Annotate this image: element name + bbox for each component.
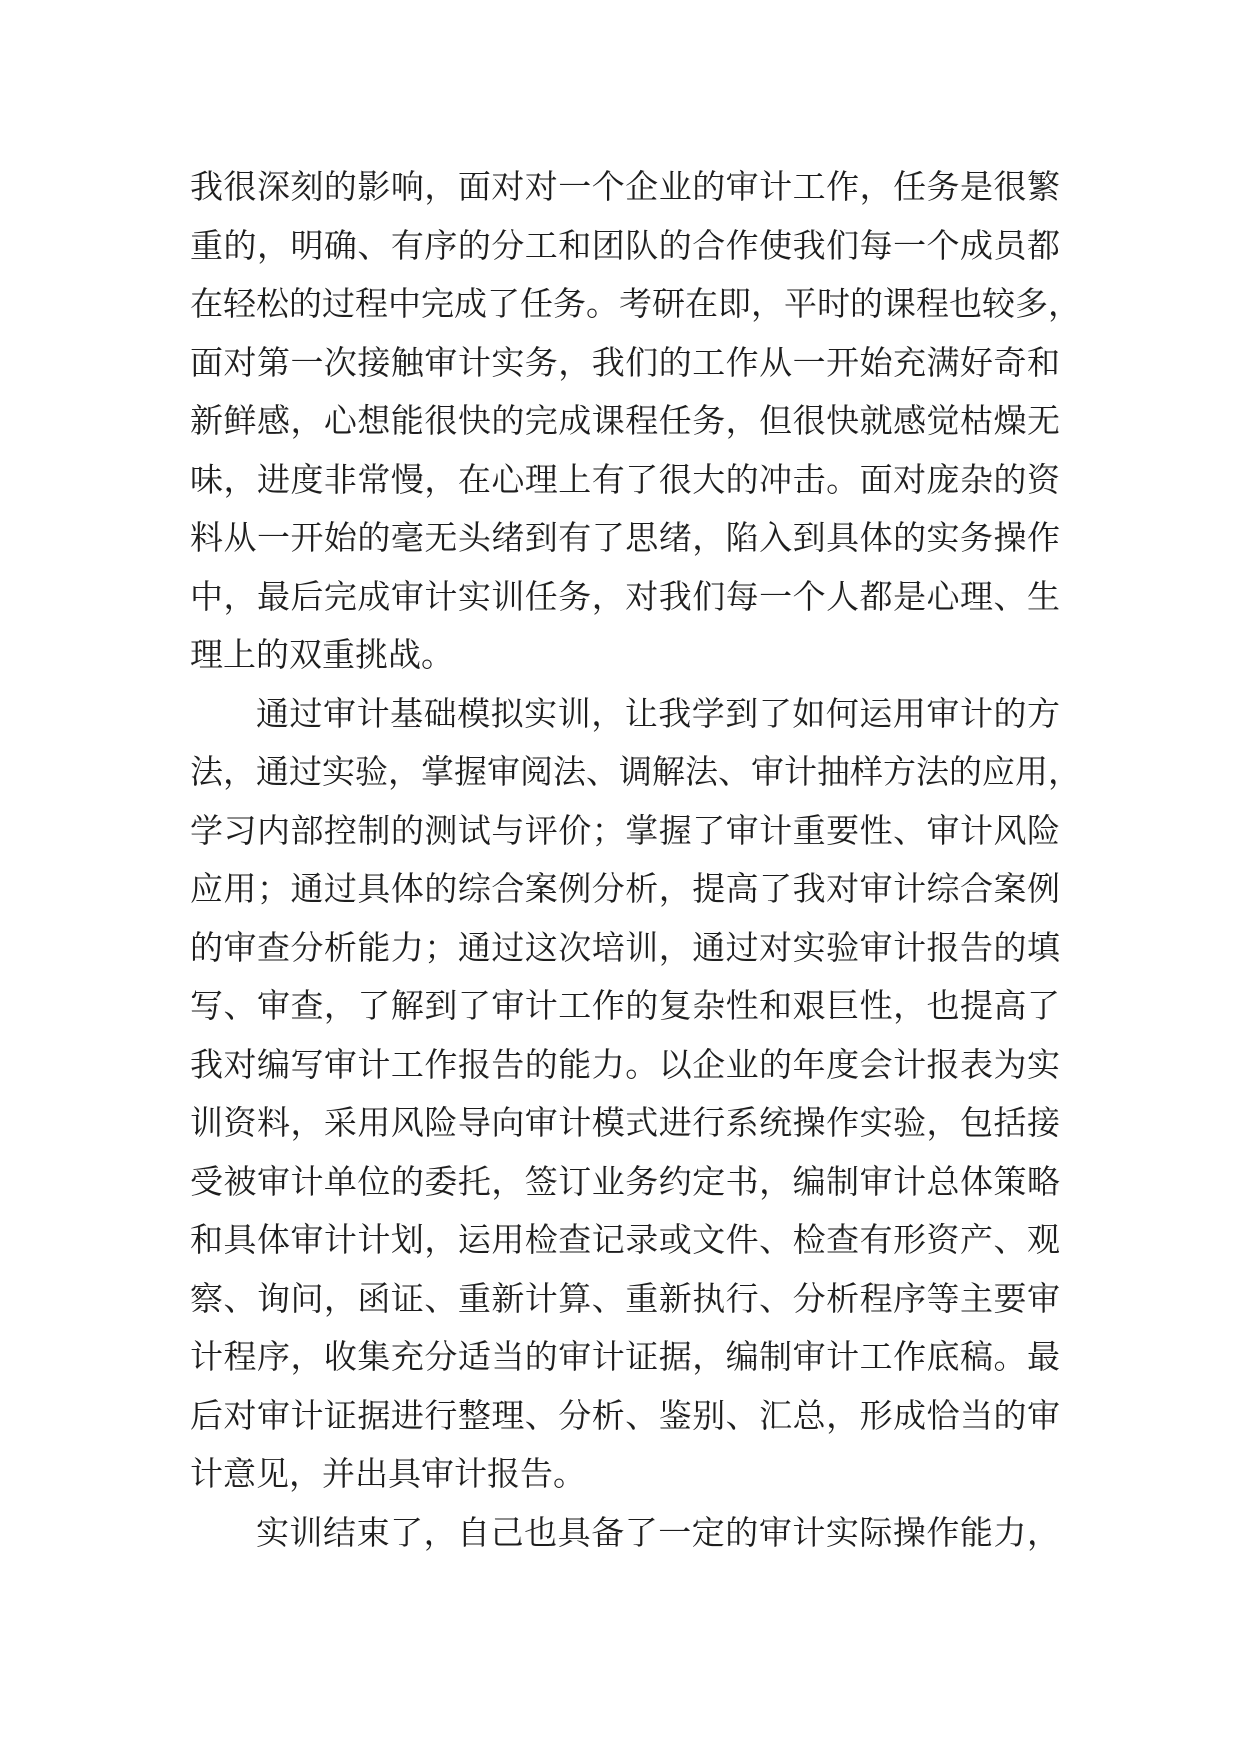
text-line: 察、询问，函证、重新计算、重新执行、分析程序等主要审 (190, 1278, 1060, 1318)
text-line: 训资料，采用风险导向审计模式进行系统操作实验，包括接 (190, 1103, 1060, 1142)
text-line: 法，通过实验，掌握审阅法、调解法、审计抽样方法的应用， (190, 752, 1081, 791)
text-line: 味，进度非常慢，在心理上有了很大的冲击。面对庞杂的资 (190, 459, 1060, 499)
text-line: 理上的双重挑战。 (190, 635, 454, 674)
text-line: 实训结束了，自己也具备了一定的审计实际操作能力， (256, 1512, 1060, 1552)
text-line: 和具体审计计划，运用检查记录或文件、检查有形资产、观 (190, 1220, 1060, 1259)
text-line: 的审查分析能力；通过这次培训，通过对实验审计报告的填 (190, 927, 1060, 967)
paragraph-2 (190, 685, 1081, 1504)
text-line: 我对编写审计工作报告的能力。以企业的年度会计报表为实 (190, 1044, 1060, 1084)
text-line: 面对第一次接触审计实务，我们的工作从一开始充满好奇和 (190, 342, 1060, 382)
text-line: 计意见，并出具审计报告。 (190, 1454, 586, 1493)
text-line: 写、审查，了解到了审计工作的复杂性和艰巨性，也提高了 (190, 986, 1060, 1025)
text-line: 后对审计证据进行整理、分析、鉴别、汇总，形成恰当的审 (190, 1395, 1060, 1435)
text-line: 应用；通过具体的综合案例分析，提高了我对审计综合案例 (190, 869, 1060, 908)
body-text (190, 158, 1081, 1562)
text-line: 计程序，收集充分适当的审计证据，编制审计工作底稿。最 (190, 1337, 1060, 1376)
text-line: 料从一开始的毫无头绪到有了思绪，陷入到具体的实务操作 (190, 518, 1060, 557)
text-line: 通过审计基础模拟实训，让我学到了如何运用审计的方 (256, 693, 1060, 733)
text-line: 我很深刻的影响，面对对一个企业的审计工作，任务是很繁 (190, 167, 1060, 206)
paragraph-3 (190, 1504, 1060, 1563)
text-line: 新鲜感，心想能很快的完成课程任务，但很快就感觉枯燥无 (190, 401, 1060, 440)
text-line: 中，最后完成审计实训任务，对我们每一个人都是心理、生 (190, 576, 1060, 616)
text-line: 受被审计单位的委托，签订业务约定书，编制审计总体策略 (190, 1161, 1060, 1201)
text-line: 重的，明确、有序的分工和团队的合作使我们每一个成员都 (190, 225, 1060, 265)
text-line: 在轻松的过程中完成了任务。考研在即，平时的课程也较多， (190, 284, 1081, 323)
paragraph-1 (190, 158, 1081, 685)
text-line: 学习内部控制的测试与评价；掌握了审计重要性、审计风险 (190, 810, 1060, 850)
